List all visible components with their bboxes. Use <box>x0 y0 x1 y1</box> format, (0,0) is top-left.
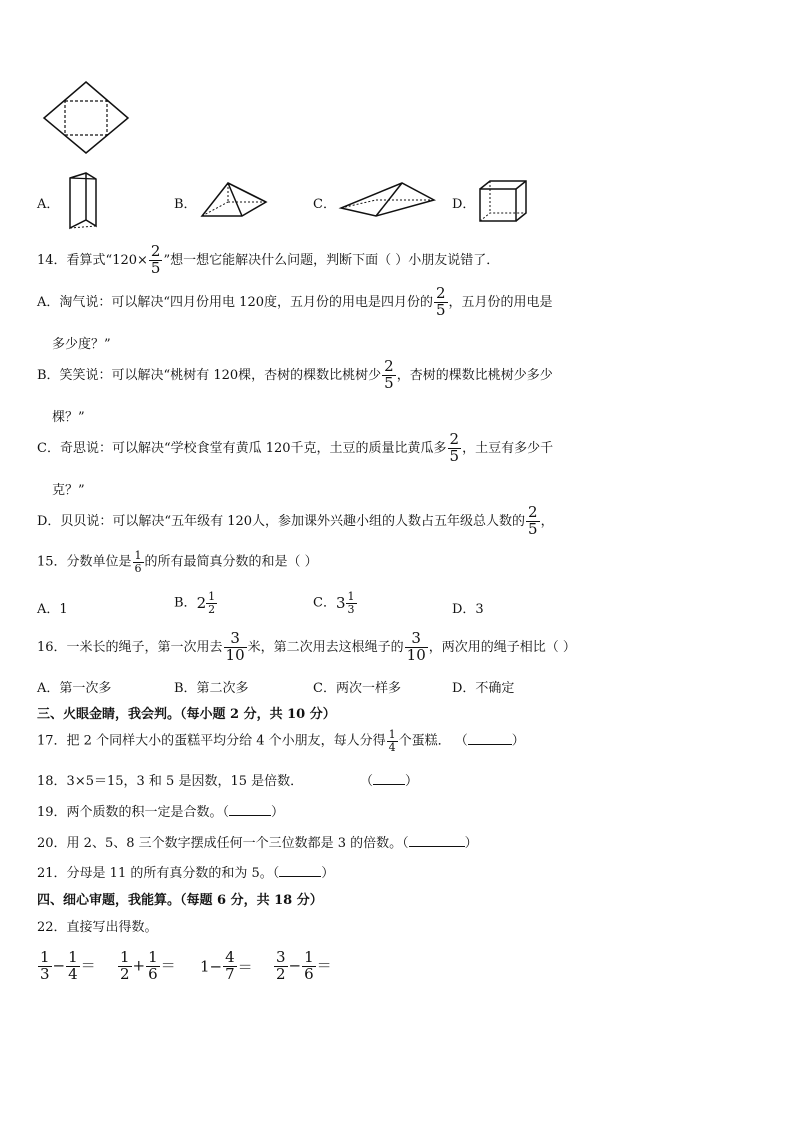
q15-stem: 15．分数单位是 $\frac{1}{6}$ 的所有最简真分数的和是（ ） <box>37 549 318 575</box>
q15-b-mixed-number: 2 $\frac{1}{2}$ <box>196 590 216 616</box>
q16-fraction-2: $\frac{3}{10}$ <box>406 629 426 664</box>
q14-option-a-cont: 多少度？” <box>52 337 111 352</box>
q16-option-a[interactable]: A．第一次多 <box>37 681 112 696</box>
q22-expression-3[interactable]: 1− $\frac{4}{7}$ ＝ <box>200 948 253 983</box>
q16-stem: 16．一米长的绳子，第一次用去 $\frac{3}{10}$ 米，第二次用去这根绳子的 $\frac{3}{10}$ ，两次用的绳子相比（ ） <box>37 629 576 664</box>
q18-answer-blank[interactable] <box>373 772 405 785</box>
q16-option-d[interactable]: D．不确定 <box>452 681 515 696</box>
q15-c-mixed-number: 3 $\frac{1}{3}$ <box>335 590 355 616</box>
triangular-prism-tall-figure[interactable] <box>64 170 104 232</box>
q16-option-b[interactable]: B．第二次多 <box>174 681 249 696</box>
q14-d-fraction: $\frac{2}{5}$ <box>528 503 538 538</box>
q15-option-a[interactable]: A．1 <box>37 602 68 617</box>
q14-c-fraction: $\frac{2}{5}$ <box>449 430 460 465</box>
q18-answer: （ ） <box>360 774 419 789</box>
q14-option-c-cont: 克？” <box>52 483 85 498</box>
q14-stem: 14．看算式“120× $\frac{2}{5}$ ”想一想它能解决什么问题，判断下面（ ）小朋友说错了． <box>37 242 500 277</box>
q19-answer-blank[interactable] <box>229 803 271 816</box>
q14-b-fraction: $\frac{2}{5}$ <box>384 357 394 392</box>
q21: 21．分母是 11 的所有真分数的和为 5。（ ） <box>37 866 335 881</box>
square-pyramid-figure[interactable] <box>198 180 270 220</box>
q14-a-fraction: $\frac{2}{5}$ <box>435 284 446 319</box>
q14-option-a[interactable]: A．淘气说：可以解决“四月份用电 120度，五月份的用电是四月份的 $\frac{2}{5}$ ，五月份的用电是 <box>37 284 553 319</box>
q19: 19．两个质数的积一定是合数。（ ） <box>37 805 285 820</box>
q22-stem: 22．直接写出得数。 <box>37 920 158 935</box>
q14-fraction: $\frac{2}{5}$ <box>150 242 161 277</box>
triangular-prism-lying-figure[interactable] <box>338 180 438 220</box>
q14-option-c[interactable]: C．奇思说：可以解决“学校食堂有黄瓜 120千克，土豆的质量比黄瓜多 $\frac{2}{5}$ ，土豆有多少千 <box>37 430 554 465</box>
q15-fraction: $\frac{1}{6}$ <box>134 549 142 575</box>
q16-option-c[interactable]: C．两次一样多 <box>313 681 401 696</box>
q14-option-d[interactable]: D．贝贝说：可以解决“五年级有 120人，参加课外兴趣小组的人数占五年级总人数的 $\frac{2}{5}$ ， <box>37 503 554 538</box>
option-b-label[interactable]: B． <box>174 197 197 212</box>
q17-answer-blank[interactable] <box>468 732 512 745</box>
q22-expression-2[interactable]: $\frac{1}{2}$ + $\frac{1}{6}$ ＝ <box>120 948 176 983</box>
q15-option-d[interactable]: D．3 <box>452 602 484 617</box>
section-3-title: 三、火眼金睛，我会判。（每小题 2 分，共 10 分） <box>37 707 336 722</box>
q14-option-b[interactable]: B．笑笑说：可以解决“桃树有 120棵，杏树的棵数比桃树少 $\frac{2}{5}$ ，杏树的棵数比桃树少多少 <box>37 357 553 392</box>
pyramid-net-figure <box>40 80 132 156</box>
q22-expression-4[interactable]: $\frac{3}{2}$ − $\frac{1}{6}$ ＝ <box>276 948 332 983</box>
option-c-label[interactable]: C． <box>313 197 336 212</box>
section-4-title: 四、细心审题，我能算。（每题 6 分，共 18 分） <box>37 893 323 908</box>
q17-fraction: $\frac{1}{4}$ <box>388 728 396 754</box>
q21-answer-blank[interactable] <box>279 864 321 877</box>
q16-fraction-1: $\frac{3}{10}$ <box>225 629 245 664</box>
option-a-label[interactable]: A． <box>37 197 60 212</box>
q20: 20．用 2、5、8 三个数字摆成任何一个三位数都是 3 的倍数。（ ） <box>37 836 478 851</box>
cube-figure[interactable] <box>476 178 532 224</box>
q15-option-b[interactable]: B．2 $\frac{1}{2}$ <box>174 591 218 615</box>
q15-option-c[interactable]: C．3 $\frac{1}{3}$ <box>313 591 358 615</box>
option-d-label[interactable]: D． <box>452 197 476 212</box>
q20-answer-blank[interactable] <box>409 834 465 847</box>
q18: 18．3×5＝15，3 和 5 是因数，15 是倍数． <box>37 774 304 789</box>
q22-expression-1[interactable]: $\frac{1}{3}$ − $\frac{1}{4}$ ＝ <box>40 948 96 983</box>
q17: 17．把 2 个同样大小的蛋糕平均分给 4 个小朋友，每人分得 $\frac{1}{4}$ 个蛋糕． （ ） <box>37 728 525 754</box>
q14-option-b-cont: 棵？” <box>52 410 85 425</box>
